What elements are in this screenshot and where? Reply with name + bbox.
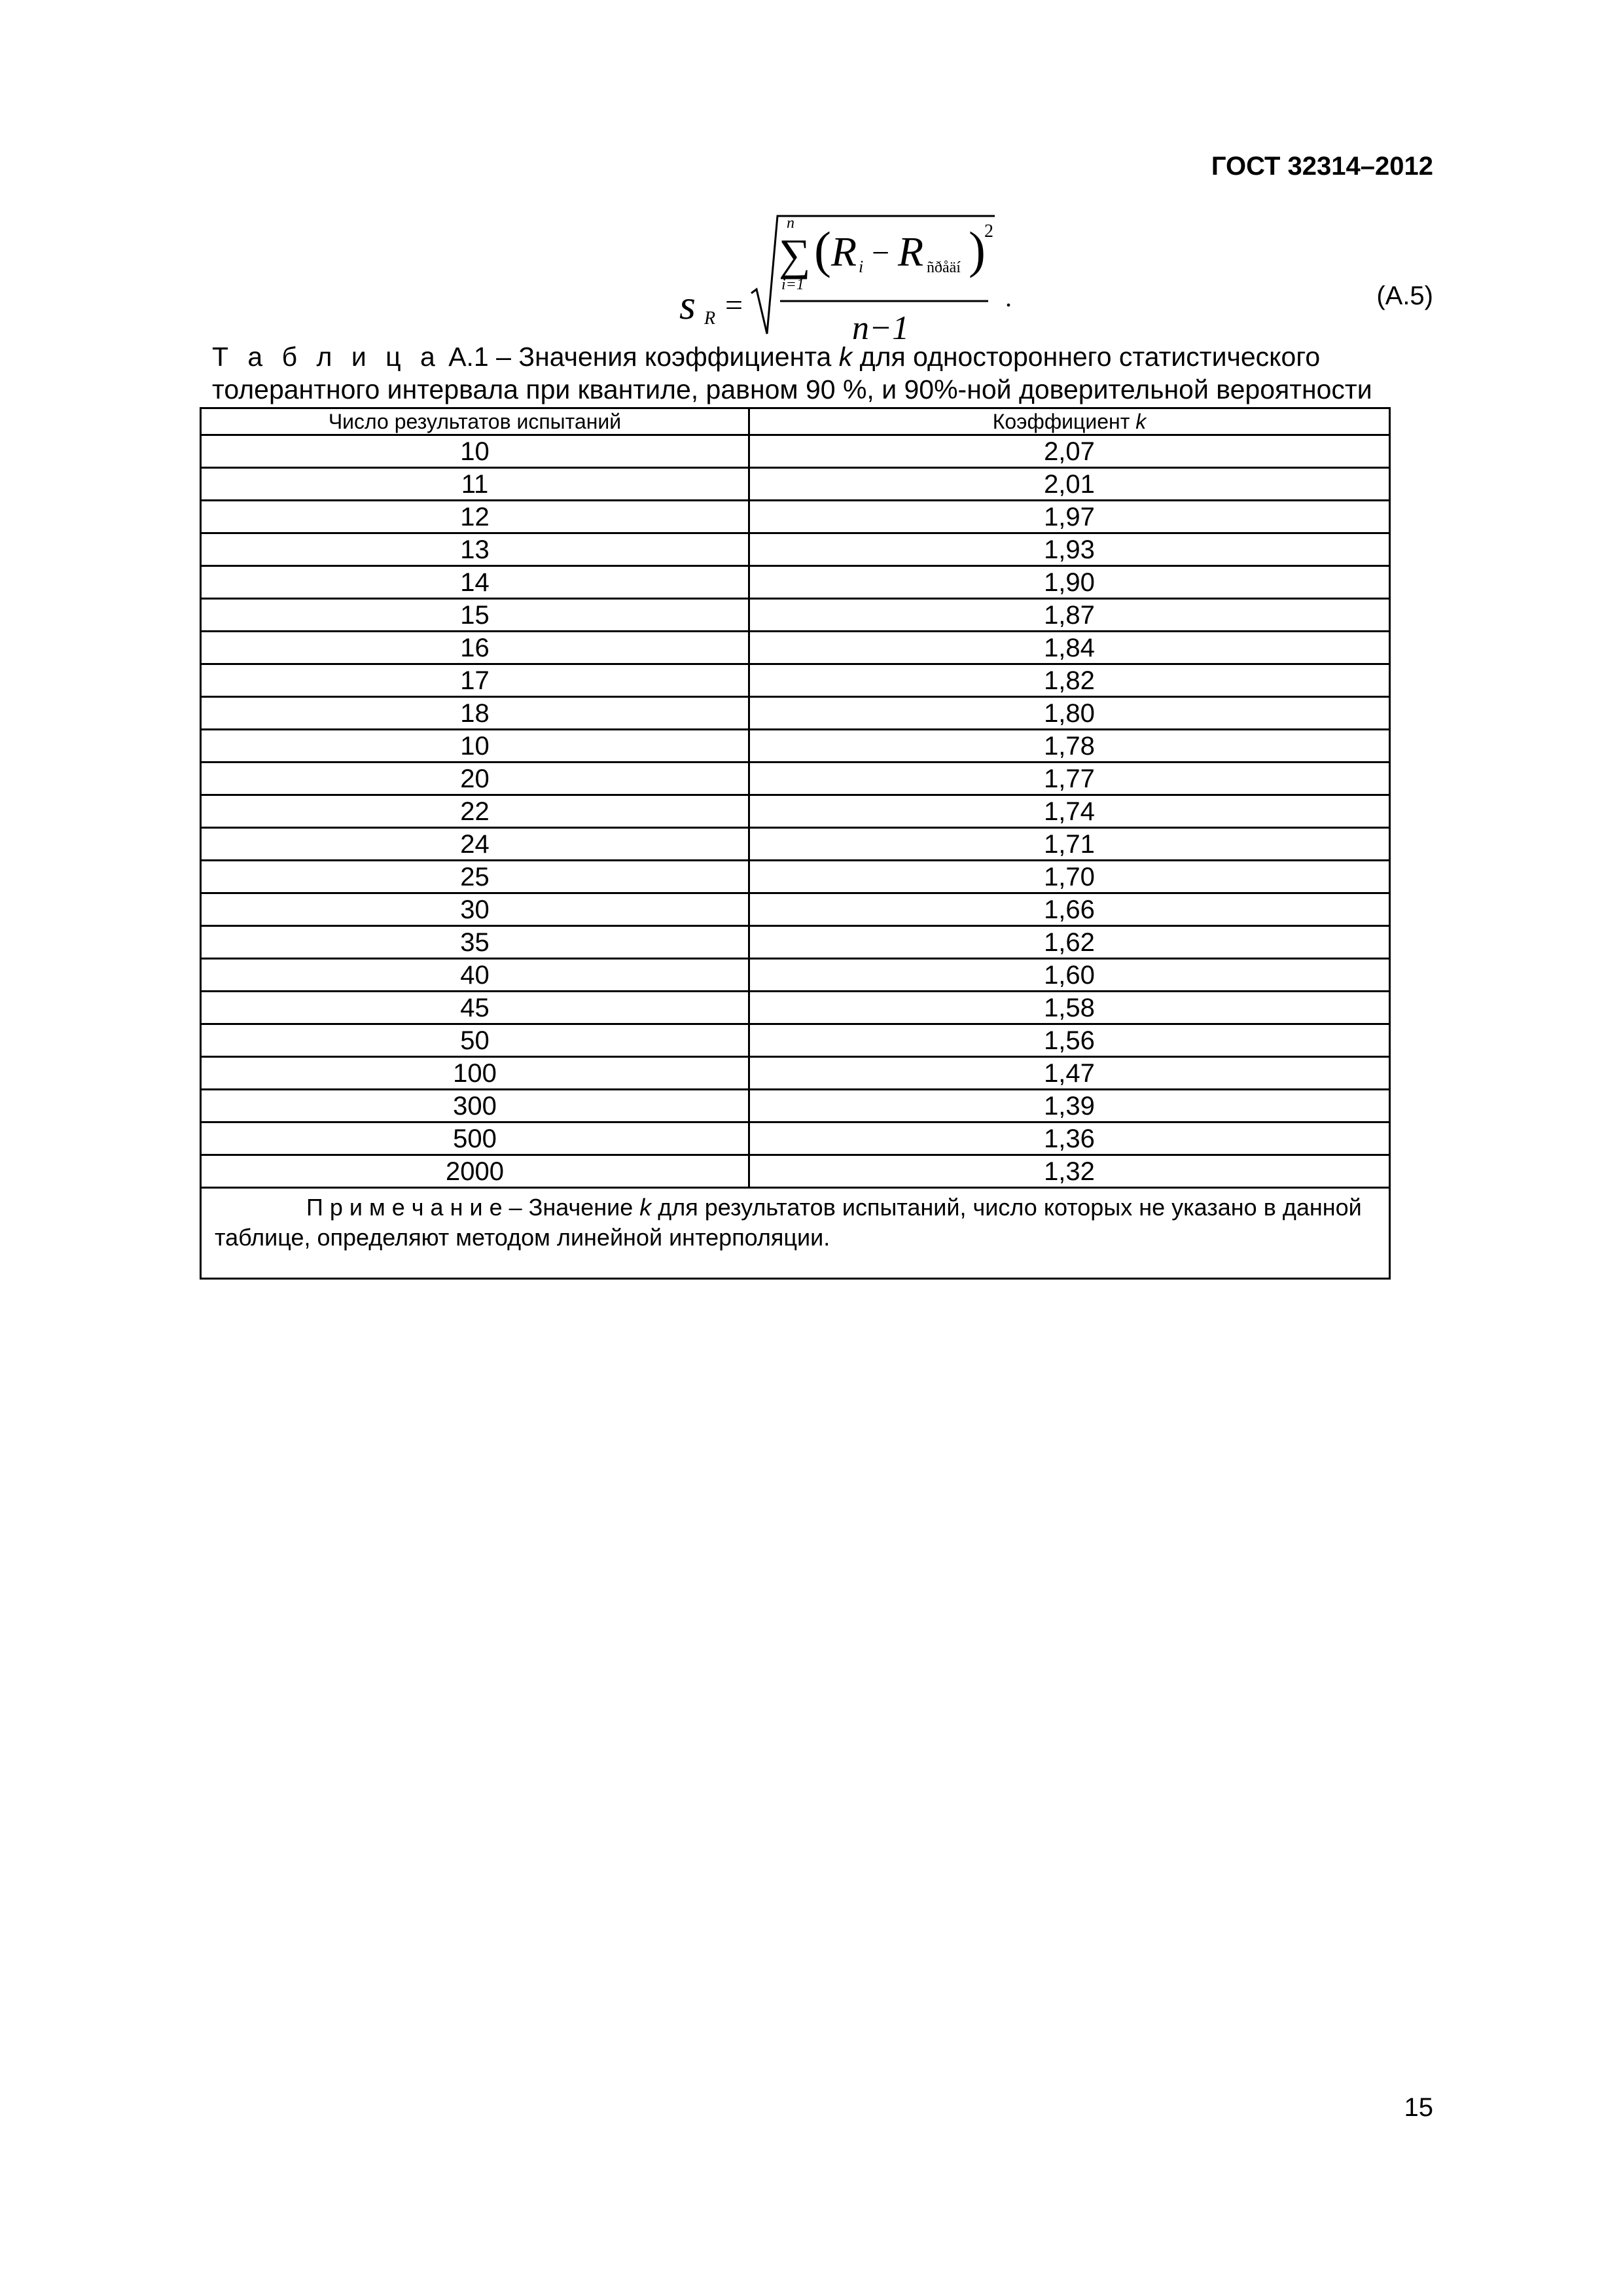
coefficient-cell: 1,70 <box>749 861 1390 893</box>
results-count-cell: 10 <box>201 435 749 468</box>
table-body <box>201 435 1390 1188</box>
results-count-cell: 11 <box>201 468 749 501</box>
coefficient-cell: 1,62 <box>749 926 1390 959</box>
table-row <box>201 1057 1390 1090</box>
results-count-cell: 14 <box>201 566 749 599</box>
coefficient-cell: 1,93 <box>749 533 1390 566</box>
close-paren: ) <box>969 221 986 278</box>
standard-deviation-formula <box>674 196 1041 347</box>
results-count-cell: 30 <box>201 893 749 926</box>
table-row <box>201 435 1390 468</box>
coefficient-cell: 1,36 <box>749 1122 1390 1155</box>
results-count-cell: 45 <box>201 992 749 1024</box>
formula-equals: = <box>725 288 743 323</box>
coefficient-cell: 1,58 <box>749 992 1390 1024</box>
note-text-2: для результатов испытаний, число которых не указано в данной таблице, определяют методом линейной интерполяции. <box>215 1194 1362 1251</box>
caption-text: для одностороннего статистического толерантного интервала при квантиле, равном 90 %, и 90%-ной доверительной вероятности <box>212 342 1372 404</box>
coefficient-cell: 1,90 <box>749 566 1390 599</box>
results-count-cell: 100 <box>201 1057 749 1090</box>
sum-upper-limit: n <box>787 215 794 232</box>
note-k: k <box>639 1194 652 1221</box>
sum-symbol: ∑ <box>779 230 811 279</box>
table-row <box>201 762 1390 795</box>
term-mean-sub: ñðåäí <box>927 259 961 276</box>
formula-denominator: n−1 <box>852 310 910 347</box>
table-row <box>201 533 1390 566</box>
results-count-cell: 22 <box>201 795 749 828</box>
results-count-cell: 25 <box>201 861 749 893</box>
coefficient-cell: 1,80 <box>749 697 1390 730</box>
col-header-coefficient <box>749 408 1390 435</box>
formula-minus: − <box>872 236 890 270</box>
coefficient-cell: 1,78 <box>749 730 1390 762</box>
equation-number: (А.5) <box>1376 281 1433 310</box>
table-note-row <box>201 1188 1390 1279</box>
coefficient-cell: 1,97 <box>749 501 1390 533</box>
results-count-cell: 10 <box>201 730 749 762</box>
coefficient-table <box>200 407 1391 1280</box>
coefficient-cell: 2,01 <box>749 468 1390 501</box>
coefficient-cell: 1,71 <box>749 828 1390 861</box>
table-row <box>201 828 1390 861</box>
table-row <box>201 1024 1390 1057</box>
document-code: ГОСТ 32314–2012 <box>1211 152 1433 181</box>
table-note <box>201 1188 1390 1279</box>
results-count-cell: 16 <box>201 632 749 664</box>
formula-period: . <box>1005 283 1012 312</box>
note-label: П р и м е ч а н и е <box>306 1194 503 1221</box>
term-i: i <box>859 257 864 276</box>
table-row <box>201 1122 1390 1155</box>
table-row <box>201 697 1390 730</box>
caption-k: k <box>838 342 853 372</box>
coefficient-cell: 1,56 <box>749 1024 1390 1057</box>
results-count-cell: 12 <box>201 501 749 533</box>
table-row <box>201 468 1390 501</box>
results-count-cell: 2000 <box>201 1155 749 1188</box>
page-number: 15 <box>1404 2093 1433 2122</box>
coefficient-cell: 1,84 <box>749 632 1390 664</box>
table-row <box>201 599 1390 632</box>
formula-lhs-sub: R <box>704 308 716 329</box>
results-count-cell: 15 <box>201 599 749 632</box>
term-r-mean: R <box>898 228 924 275</box>
coefficient-cell: 2,07 <box>749 435 1390 468</box>
table-row <box>201 992 1390 1024</box>
results-count-cell: 40 <box>201 959 749 992</box>
table-header-row <box>201 408 1390 435</box>
col-header-results-count: Число результатов испытаний <box>201 408 749 435</box>
table-row <box>201 632 1390 664</box>
coefficient-cell: 1,60 <box>749 959 1390 992</box>
table-row <box>201 1155 1390 1188</box>
coefficient-cell: 1,39 <box>749 1090 1390 1122</box>
results-count-cell: 35 <box>201 926 749 959</box>
coefficient-cell: 1,47 <box>749 1057 1390 1090</box>
table-row <box>201 566 1390 599</box>
col-header-coefficient-text: Коэффициент <box>992 409 1136 433</box>
results-count-cell: 13 <box>201 533 749 566</box>
table-row <box>201 861 1390 893</box>
table-row <box>201 893 1390 926</box>
coefficient-cell: 1,32 <box>749 1155 1390 1188</box>
sum-lower-limit: i=1 <box>781 276 804 293</box>
results-count-cell: 50 <box>201 1024 749 1057</box>
coefficient-cell: 1,87 <box>749 599 1390 632</box>
term-r: R <box>831 228 857 275</box>
coefficient-cell: 1,66 <box>749 893 1390 926</box>
table-row <box>201 1090 1390 1122</box>
table-row <box>201 501 1390 533</box>
results-count-cell: 300 <box>201 1090 749 1122</box>
coefficient-cell: 1,74 <box>749 795 1390 828</box>
results-count-cell: 500 <box>201 1122 749 1155</box>
col-header-k: k <box>1135 409 1147 433</box>
results-count-cell: 24 <box>201 828 749 861</box>
caption-prefix: Т а б л и ц а <box>212 342 441 372</box>
note-text-1: – Значение <box>502 1194 640 1221</box>
coefficient-cell: 1,77 <box>749 762 1390 795</box>
table-row <box>201 664 1390 697</box>
table-row <box>201 926 1390 959</box>
table-row <box>201 795 1390 828</box>
results-count-cell: 20 <box>201 762 749 795</box>
formula-power: 2 <box>984 221 993 242</box>
table-row <box>201 730 1390 762</box>
results-count-cell: 17 <box>201 664 749 697</box>
table-caption <box>212 340 1423 406</box>
table-row <box>201 959 1390 992</box>
formula-lhs: s <box>679 281 696 328</box>
open-paren: ( <box>814 221 831 278</box>
caption-number: А.1 – Значения коэффициента <box>440 342 839 372</box>
results-count-cell: 18 <box>201 697 749 730</box>
coefficient-cell: 1,82 <box>749 664 1390 697</box>
